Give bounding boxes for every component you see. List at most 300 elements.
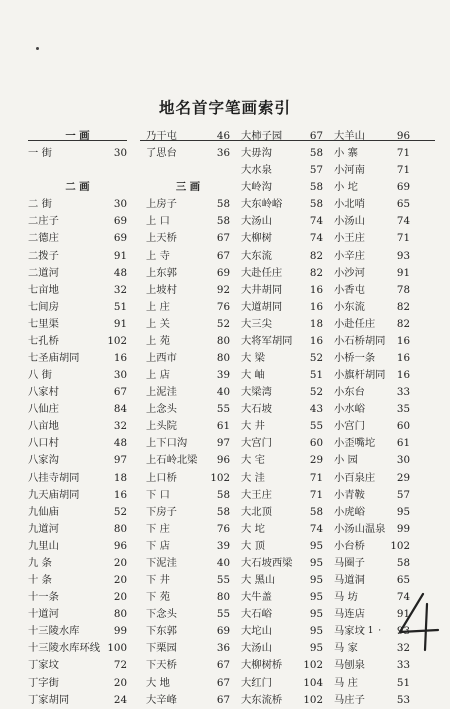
page-ref: 96 <box>216 454 230 467</box>
index-entry <box>241 572 323 589</box>
page-ref: 82 <box>309 249 323 262</box>
index-entry <box>334 248 410 265</box>
place-name: 小汤山温泉 <box>334 522 386 535</box>
index-entry <box>334 401 410 418</box>
index-entry <box>28 504 127 521</box>
place-name: 下泥洼 <box>146 556 177 569</box>
index-entry <box>241 589 323 606</box>
index-entry <box>241 657 323 674</box>
index-entry <box>146 657 230 674</box>
page-ref: 74 <box>309 232 323 245</box>
place-name: 大柳树 <box>241 232 272 245</box>
index-entry <box>241 162 323 179</box>
index-entry <box>146 435 230 452</box>
index-entry <box>334 265 410 282</box>
spacer-row <box>146 162 230 179</box>
page-ref: 74 <box>396 215 410 228</box>
place-name: 上 寺 <box>146 249 170 262</box>
page-ref: 58 <box>216 505 230 518</box>
place-name: 小香屯 <box>334 283 365 296</box>
page-ref: 51 <box>309 369 323 382</box>
place-name: 大东岭峪 <box>241 198 283 211</box>
index-entry <box>241 350 323 367</box>
page-ref: 53 <box>396 693 410 706</box>
index-entry <box>28 384 127 401</box>
page-ref: 36 <box>216 642 230 655</box>
index-entry <box>241 265 323 282</box>
place-name: 七间房 <box>28 300 59 313</box>
place-name: 十道河 <box>28 608 59 621</box>
page-ref: 18 <box>113 471 127 484</box>
index-entry <box>146 487 230 504</box>
index-entry <box>28 299 127 316</box>
index-entry <box>28 589 127 606</box>
place-name: 上房子 <box>146 198 177 211</box>
place-name: 八挂寺胡同 <box>28 471 80 484</box>
page-ref: 33 <box>396 659 410 672</box>
index-entry <box>334 555 410 572</box>
place-name: 下东郭 <box>146 625 177 638</box>
place-name: 大辛峰 <box>146 693 177 706</box>
place-name: 大 地 <box>146 676 170 689</box>
place-name: 二道河 <box>28 266 59 279</box>
place-name: 小歪嘴坨 <box>334 437 376 450</box>
index-entry <box>146 384 230 401</box>
place-name: 小北哨 <box>334 198 365 211</box>
page-ref: 61 <box>216 420 230 433</box>
place-name: 小百泉庄 <box>334 471 376 484</box>
page-ref: 95 <box>309 556 323 569</box>
page-ref: 102 <box>303 693 323 706</box>
page-ref: 16 <box>113 488 127 501</box>
page-ref: 58 <box>396 556 410 569</box>
index-entry <box>28 282 127 299</box>
index-entry <box>28 196 127 213</box>
place-name: 乃干屯 <box>146 130 177 142</box>
page-ref: 74 <box>309 522 323 535</box>
page-ref: 20 <box>113 676 127 689</box>
index-entry <box>241 401 323 418</box>
place-name: 小沙河 <box>334 266 365 279</box>
place-name: 大 顶 <box>241 539 265 552</box>
place-name: 小东流 <box>334 300 365 313</box>
index-entry <box>334 162 410 179</box>
place-name: 上泥洼 <box>146 386 177 399</box>
place-name: 小桥一条 <box>334 352 376 365</box>
page-ref: 58 <box>216 488 230 501</box>
index-entry <box>241 316 323 333</box>
place-name: 大 梁 <box>241 352 265 365</box>
index-entry <box>334 657 410 674</box>
place-name: 小 园 <box>334 454 358 467</box>
place-name: 马道洞 <box>334 574 365 587</box>
place-name: 大汤山 <box>241 642 272 655</box>
page-ref: 93 <box>396 249 410 262</box>
index-entry <box>146 470 230 487</box>
page-ref: 30 <box>113 369 127 382</box>
page-ref: 80 <box>216 352 230 365</box>
place-name: 大牛盖 <box>241 591 272 604</box>
index-entry <box>28 265 127 282</box>
page-ref: 30 <box>113 147 127 160</box>
place-name: 大赴任庄 <box>241 266 283 279</box>
place-name: 大水泉 <box>241 164 272 177</box>
page-ref: 74 <box>309 215 323 228</box>
page-ref: 71 <box>396 147 410 160</box>
place-name: 小青鞍 <box>334 488 365 501</box>
page-ref: 71 <box>396 232 410 245</box>
index-entry <box>334 572 410 589</box>
place-name: 马家坟 <box>334 625 365 638</box>
page-ref: 29 <box>396 471 410 484</box>
place-name: 小虎峪 <box>334 505 365 518</box>
place-name: 大石坡西梁 <box>241 556 293 569</box>
place-name: 马圈子 <box>334 556 365 569</box>
index-column-3 <box>241 128 323 709</box>
page-ref: 78 <box>396 283 410 296</box>
index-entry <box>146 572 230 589</box>
place-name: 上西市 <box>146 352 177 365</box>
page-ref: 65 <box>396 574 410 587</box>
page-ref: 71 <box>396 164 410 177</box>
place-name: 上坡村 <box>146 283 177 296</box>
place-name: 小汤山 <box>334 215 365 228</box>
index-entry <box>28 230 127 247</box>
place-name: 丁字街 <box>28 676 59 689</box>
place-name: 小东台 <box>334 386 365 399</box>
index-entry <box>146 265 230 282</box>
index-entry <box>241 367 323 384</box>
page-ref: 16 <box>309 334 323 347</box>
place-name: 丁家坟 <box>28 659 59 672</box>
place-name: 马刨泉 <box>334 659 365 672</box>
index-entry <box>334 521 410 538</box>
index-entry <box>28 470 127 487</box>
place-name: 大汤山 <box>241 215 272 228</box>
place-name: 上口桥 <box>146 471 177 484</box>
index-entry <box>334 230 410 247</box>
index-entry <box>146 230 230 247</box>
index-entry <box>241 555 323 572</box>
place-name: 二庄子 <box>28 215 59 228</box>
index-entry <box>241 452 323 469</box>
index-column-1 <box>28 128 127 709</box>
place-name: 小宫门 <box>334 420 365 433</box>
index-entry <box>241 487 323 504</box>
index-entry <box>241 145 323 162</box>
place-name: 大三尖 <box>241 317 272 330</box>
page-ref: 16 <box>396 369 410 382</box>
place-name: 大王庄 <box>241 488 272 501</box>
place-name: 七亩地 <box>28 283 59 296</box>
page-ref: 16 <box>396 334 410 347</box>
page-ref: 55 <box>216 608 230 621</box>
place-name: 大 坨 <box>241 522 265 535</box>
index-entry <box>28 316 127 333</box>
index-entry <box>28 401 127 418</box>
index-entry <box>146 555 230 572</box>
page-ref: 36 <box>216 147 230 160</box>
index-entry <box>28 555 127 572</box>
place-name: 下天桥 <box>146 659 177 672</box>
index-entry <box>334 367 410 384</box>
index-entry <box>146 452 230 469</box>
place-name: 大岭沟 <box>241 181 272 194</box>
index-entry <box>28 418 127 435</box>
index-entry <box>334 504 410 521</box>
place-name: 八 街 <box>28 369 52 382</box>
index-entry <box>28 452 127 469</box>
page-ref: 102 <box>107 334 127 347</box>
index-entry <box>241 248 323 265</box>
place-name: 小台桥 <box>334 539 365 552</box>
place-name: 八家沟 <box>28 454 59 467</box>
place-name: 大柳树桥 <box>241 659 283 672</box>
index-entry <box>146 418 230 435</box>
index-entry <box>28 623 127 640</box>
page-ref: 91 <box>396 608 410 621</box>
place-name: 大 井 <box>241 420 265 433</box>
page-ref: 82 <box>309 266 323 279</box>
index-entry <box>241 435 323 452</box>
page-ref: 96 <box>113 539 127 552</box>
page-ref: 95 <box>309 591 323 604</box>
index-entry <box>146 538 230 555</box>
page-ref: 20 <box>113 574 127 587</box>
place-name: 大将军胡同 <box>241 334 293 347</box>
place-name: 下房子 <box>146 505 177 518</box>
page-ref: 16 <box>309 283 323 296</box>
index-entry <box>146 145 230 162</box>
index-entry <box>241 640 323 657</box>
place-name: 马连店 <box>334 608 365 621</box>
page-ref: 57 <box>309 164 323 177</box>
handwritten-four-mark <box>392 590 444 652</box>
place-name: 下 口 <box>146 488 170 501</box>
page-ref: 95 <box>309 642 323 655</box>
page-ref: 58 <box>216 198 230 211</box>
page-ref: 55 <box>216 574 230 587</box>
index-entry <box>28 606 127 623</box>
place-name: 小 寨 <box>334 147 358 160</box>
place-name: 马 坊 <box>334 591 358 604</box>
page-ref: 96 <box>396 130 410 142</box>
place-name: 丁家胡同 <box>28 693 70 706</box>
place-name: 大北顶 <box>241 505 272 518</box>
page-ref: 100 <box>107 642 127 655</box>
page-ref: 55 <box>216 403 230 416</box>
place-name: 大东流桥 <box>241 693 283 706</box>
index-entry <box>146 213 230 230</box>
page-ref: 71 <box>309 488 323 501</box>
index-entry <box>334 675 410 692</box>
section-heading: 二 画 <box>65 181 90 194</box>
index-entry <box>241 538 323 555</box>
place-name: 二拨子 <box>28 249 59 262</box>
page-ref: 60 <box>396 420 410 433</box>
page-ref: 95 <box>309 574 323 587</box>
page-ref: 67 <box>216 693 230 706</box>
index-entry <box>146 589 230 606</box>
index-entry <box>241 623 323 640</box>
page-ref: 67 <box>113 386 127 399</box>
place-name: 八口村 <box>28 437 59 450</box>
index-entry <box>146 504 230 521</box>
index-entry <box>334 145 410 162</box>
index-entry <box>28 657 127 674</box>
index-entry <box>334 128 410 145</box>
place-name: 下 井 <box>146 574 170 587</box>
index-entry <box>146 248 230 265</box>
place-name: 九里山 <box>28 539 59 552</box>
index-entry <box>146 316 230 333</box>
index-column-2 <box>146 128 230 709</box>
page-ref: 95 <box>309 625 323 638</box>
index-entry <box>334 418 410 435</box>
page-ref: 18 <box>309 317 323 330</box>
place-name: 九仙庙 <box>28 505 59 518</box>
page-ref: 80 <box>113 522 127 535</box>
place-name: 了思台 <box>146 147 177 160</box>
page-ref: 48 <box>113 266 127 279</box>
page-ref: 69 <box>113 215 127 228</box>
page-ref: 39 <box>216 539 230 552</box>
page-ref: 52 <box>309 352 323 365</box>
index-entry <box>334 470 410 487</box>
page-ref: 39 <box>216 369 230 382</box>
spacer-row <box>28 162 127 179</box>
place-name: 十 条 <box>28 574 52 587</box>
index-entry <box>28 640 127 657</box>
index-entry <box>28 692 127 709</box>
page-ref: 48 <box>113 437 127 450</box>
place-name: 小 坨 <box>334 181 358 194</box>
place-name: 马庄子 <box>334 693 365 706</box>
place-name: 小旗杆胡同 <box>334 369 386 382</box>
place-name: 大道胡同 <box>241 300 283 313</box>
page-ref: 91 <box>113 317 127 330</box>
place-name: 小石桥胡同 <box>334 334 386 347</box>
place-name: 小辛庄 <box>334 249 365 262</box>
page-ref: 76 <box>216 300 230 313</box>
page-ref: 93 <box>396 625 410 638</box>
place-name: 大 洼 <box>241 471 265 484</box>
place-name: 大柿子园 <box>241 130 283 142</box>
page-ref: 67 <box>216 249 230 262</box>
place-name: 八亩地 <box>28 420 59 433</box>
index-entry <box>146 196 230 213</box>
place-name: 大 岫 <box>241 369 265 382</box>
place-name: 下 庄 <box>146 522 170 535</box>
page-ref: 30 <box>396 454 410 467</box>
page-ref: 16 <box>309 300 323 313</box>
page-ref: 52 <box>216 317 230 330</box>
page-ref: 67 <box>309 130 323 142</box>
page-ref: 95 <box>309 608 323 621</box>
place-name: 大毋沟 <box>241 147 272 160</box>
place-name: 大红门 <box>241 676 272 689</box>
place-name: 下念头 <box>146 608 177 621</box>
page-ref: 69 <box>216 266 230 279</box>
place-name: 二德庄 <box>28 232 59 245</box>
place-name: 七里渠 <box>28 317 59 330</box>
page-ref: 58 <box>309 198 323 211</box>
index-entry <box>241 333 323 350</box>
page-ref: 91 <box>396 266 410 279</box>
page-ref: 82 <box>396 300 410 313</box>
place-name: 小赴任庄 <box>334 317 376 330</box>
page-ref: 95 <box>309 539 323 552</box>
page-ref: 60 <box>309 437 323 450</box>
index-entry <box>241 606 323 623</box>
place-name: 上 庄 <box>146 300 170 313</box>
index-entry <box>241 213 323 230</box>
index-entry <box>241 282 323 299</box>
index-entry <box>241 230 323 247</box>
index-entry <box>28 367 127 384</box>
page-ref: 55 <box>309 420 323 433</box>
place-name: 上东郭 <box>146 266 177 279</box>
page-ref: 92 <box>216 283 230 296</box>
place-name: 大井胡同 <box>241 283 283 296</box>
page-number: · 1 · <box>360 626 383 636</box>
index-entry <box>241 299 323 316</box>
page-ref: 102 <box>210 471 230 484</box>
index-entry <box>334 282 410 299</box>
place-name: 十三陵水库 <box>28 625 80 638</box>
page-ref: 102 <box>390 539 410 552</box>
page-ref: 16 <box>113 352 127 365</box>
page-ref: 104 <box>303 676 323 689</box>
index-entry <box>146 333 230 350</box>
page-ref: 74 <box>396 591 410 604</box>
place-name: 马 庄 <box>334 676 358 689</box>
page-ref: 24 <box>113 693 127 706</box>
index-entry <box>241 675 323 692</box>
page-ref: 51 <box>113 300 127 313</box>
place-name: 上 关 <box>146 317 170 330</box>
index-entry <box>146 401 230 418</box>
index-entry <box>28 145 127 162</box>
index-entry <box>334 692 410 709</box>
section-heading: 三 画 <box>175 181 201 194</box>
page-ref: 71 <box>309 471 323 484</box>
place-name: 小河南 <box>334 164 365 177</box>
index-entry <box>28 435 127 452</box>
place-name: 大宫门 <box>241 437 272 450</box>
scan-speck <box>36 47 39 50</box>
place-name: 大 宅 <box>241 454 265 467</box>
page-ref: 99 <box>396 522 410 535</box>
page-ref: 67 <box>216 659 230 672</box>
index-entry <box>241 692 323 709</box>
index-entry <box>241 521 323 538</box>
index-entry <box>146 350 230 367</box>
index-entry <box>146 640 230 657</box>
place-name: 大东流 <box>241 249 272 262</box>
index-entry <box>334 196 410 213</box>
place-name: 上念头 <box>146 403 177 416</box>
place-name: 小水峪 <box>334 403 365 416</box>
page-ref: 58 <box>309 147 323 160</box>
index-entry <box>28 538 127 555</box>
place-name: 马 家 <box>334 642 358 655</box>
page-ref: 80 <box>216 591 230 604</box>
index-entry <box>28 572 127 589</box>
index-entry <box>28 213 127 230</box>
index-entry <box>241 384 323 401</box>
place-name: 九道河 <box>28 522 59 535</box>
